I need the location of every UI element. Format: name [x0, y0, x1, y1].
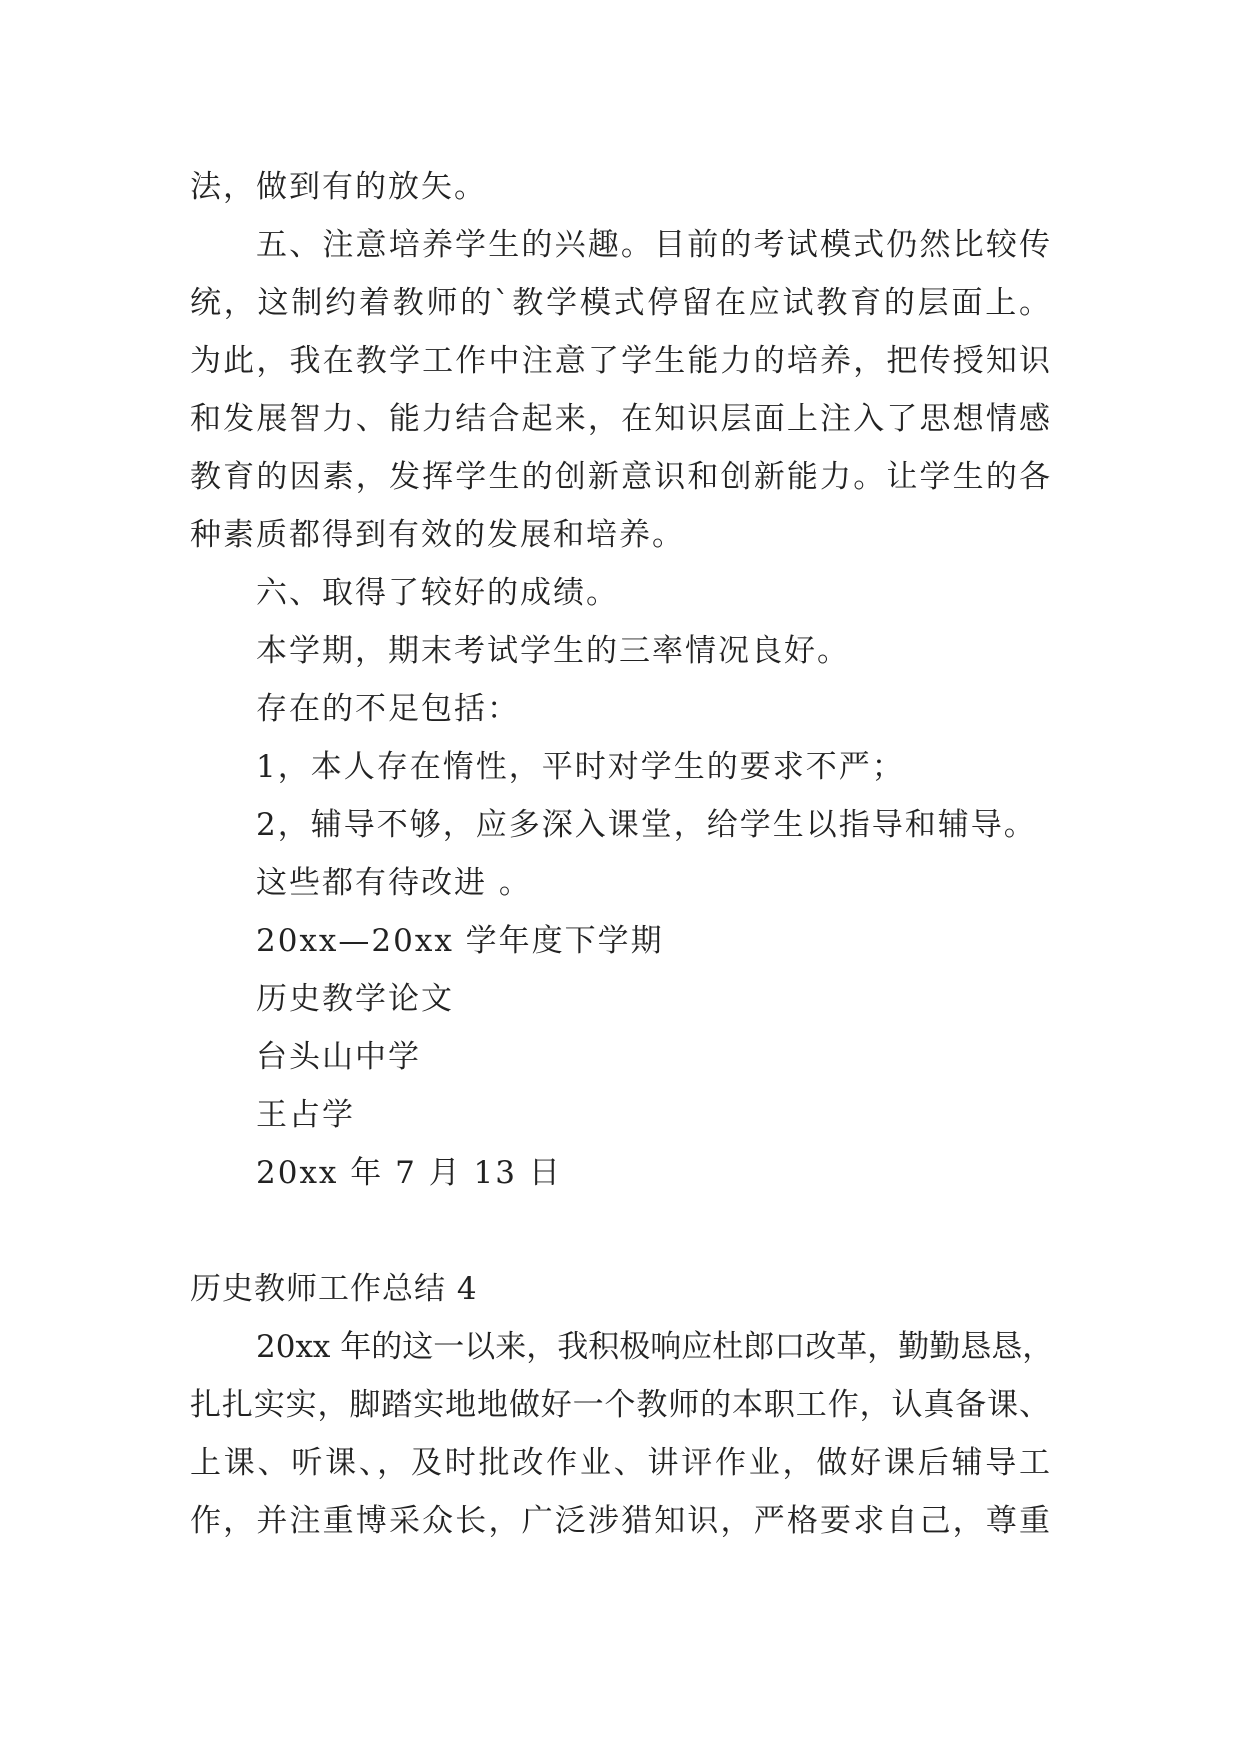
- signature-doc-type: 历史教学论文: [256, 981, 454, 1017]
- paragraph-line: 五、注意培养学生的兴趣。目前的考试模式仍然比较传: [256, 227, 1050, 263]
- list-item: 1，本人存在惰性，平时对学生的要求不严；: [256, 749, 905, 785]
- paragraph-line: 扎扎实实，脚踏实地地做好一个教师的本职工作，认真备课、: [190, 1387, 1050, 1423]
- paragraph-line: 这些都有待改进 。: [256, 865, 532, 901]
- paragraph-line: 上课、听课、，及时批改作业、讲评作业，做好课后辅导工: [190, 1445, 1050, 1481]
- paragraph-line: 种素质都得到有效的发展和培养。: [190, 517, 685, 553]
- paragraph-line: 和发展智力、能力结合起来，在知识层面上注入了思想情感: [190, 401, 1050, 437]
- signature-school: 台头山中学: [256, 1039, 421, 1075]
- signature-date: 20xx 年 7 月 13 日: [256, 1155, 562, 1191]
- paragraph-line: 作，并注重博采众长，广泛涉猎知识，严格要求自己，尊重: [190, 1503, 1050, 1539]
- list-item: 2，辅导不够，应多深入课堂，给学生以指导和辅导。: [256, 807, 1037, 843]
- signature-author: 王占学: [256, 1097, 355, 1133]
- section-heading: 历史教师工作总结 4: [190, 1271, 478, 1307]
- paragraph-line: 为此，我在教学工作中注意了学生能力的培养，把传授知识: [190, 343, 1050, 379]
- paragraph-line: 教育的因素，发挥学生的创新意识和创新能力。让学生的各: [190, 459, 1050, 495]
- paragraph-line: 统，这制约着教师的`教学模式停留在应试教育的层面上。: [190, 285, 1050, 321]
- signature-term: 20xx—20xx 学年度下学期: [256, 923, 664, 959]
- paragraph-line: 本学期，期末考试学生的三率情况良好。: [256, 633, 850, 669]
- paragraph-line: 存在的不足包括：: [256, 691, 520, 727]
- paragraph-line: 法，做到有的放矢。: [190, 169, 487, 205]
- paragraph-line: 20xx 年的这一以来，我积极响应杜郎口改革，勤勤恳恳，: [256, 1329, 1054, 1365]
- paragraph-line: 六、取得了较好的成绩。: [256, 575, 619, 611]
